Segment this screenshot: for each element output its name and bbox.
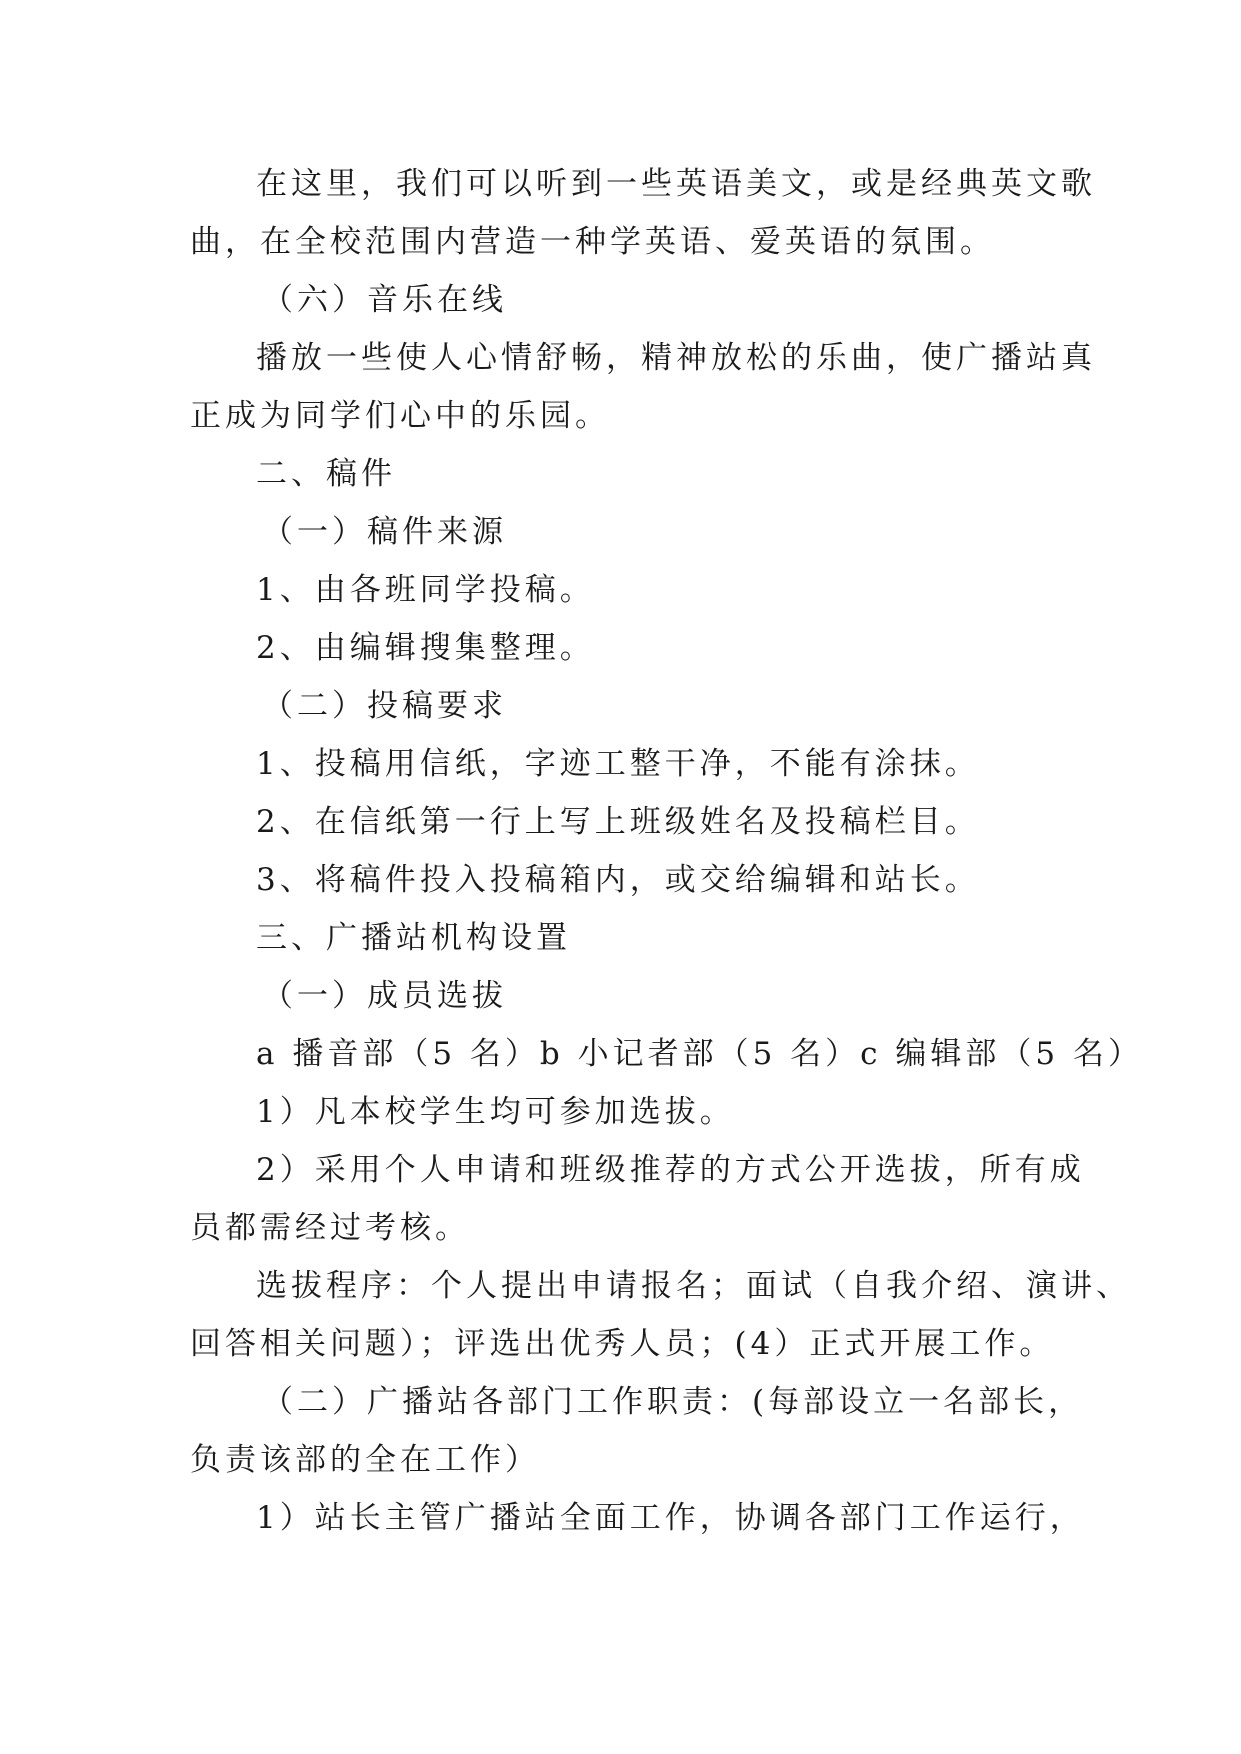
list-item: 2）采用个人申请和班级推荐的方式公开选拔，所有成: [256, 1152, 1085, 1188]
paragraph-line: 正成为同学们心中的乐园。: [190, 398, 610, 434]
list-item: 2、由编辑搜集整理。: [256, 630, 595, 666]
paragraph-line: 员都需经过考核。: [190, 1210, 470, 1246]
paragraph-line: 曲，在全校范围内营造一种学英语、爱英语的氛围。: [190, 224, 995, 260]
paragraph-line: 播放一些使人心情舒畅，精神放松的乐曲，使广播站真: [256, 340, 1096, 376]
list-item: 1）凡本校学生均可参加选拔。: [256, 1094, 735, 1130]
section-heading: （一）成员选拔: [262, 978, 507, 1014]
list-item: 1）站长主管广播站全面工作，协调各部门工作运行，: [256, 1500, 1085, 1536]
section-heading: 二、稿件: [256, 456, 396, 492]
section-heading: （二）投稿要求: [262, 688, 507, 724]
list-item: 3、将稿件投入投稿箱内，或交给编辑和站长。: [256, 862, 980, 898]
paragraph-line: 回答相关问题）；评选出优秀人员；(4）正式开展工作。: [190, 1326, 1055, 1362]
paragraph-line: 在这里，我们可以听到一些英语美文，或是经典英文歌: [256, 166, 1096, 202]
section-heading: 三、广播站机构设置: [256, 920, 571, 956]
list-item: 1、由各班同学投稿。: [256, 572, 595, 608]
section-heading: （二）广播站各部门工作职责：(每部设立一名部长，: [262, 1384, 1084, 1420]
list-item: 2、在信纸第一行上写上班级姓名及投稿栏目。: [256, 804, 980, 840]
list-item: 1、投稿用信纸，字迹工整干净，不能有涂抹。: [256, 746, 980, 782]
section-heading: （一）稿件来源: [262, 514, 507, 550]
paragraph-line: 负责该部的全在工作）: [190, 1442, 540, 1478]
section-heading: （六）音乐在线: [262, 282, 507, 318]
paragraph-line: 选拔程序：个人提出申请报名；面试（自我介绍、演讲、: [256, 1268, 1131, 1304]
paragraph-line: a 播音部（5 名）b 小记者部（5 名）c 编辑部（5 名）: [256, 1036, 1143, 1072]
